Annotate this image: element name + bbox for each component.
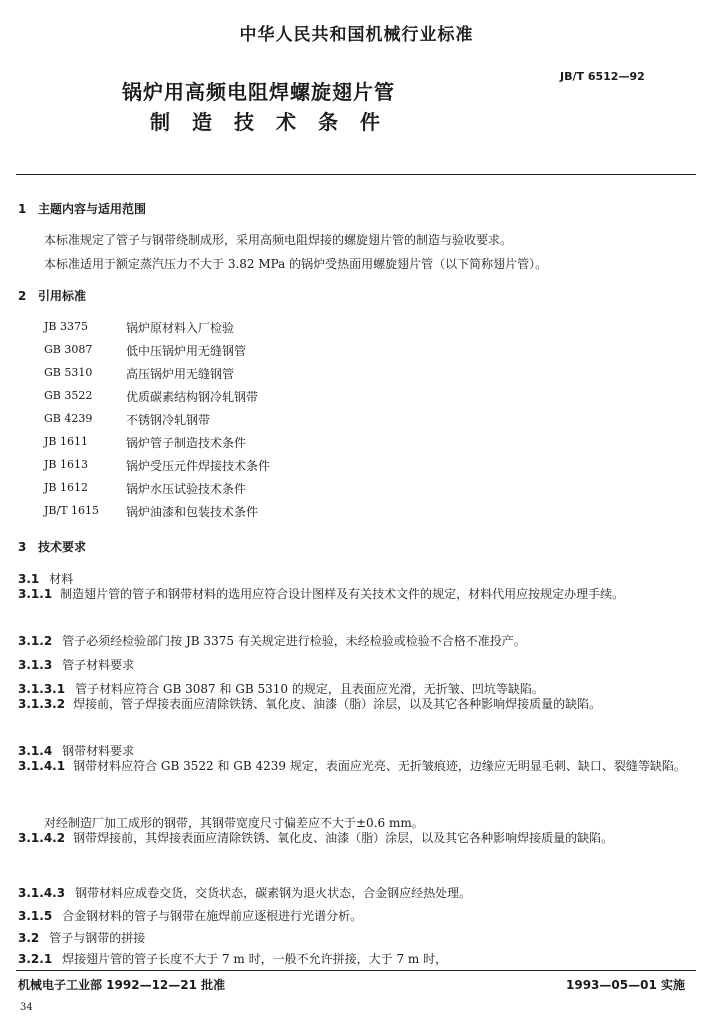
title-line-2: 制造技术条件 <box>150 110 402 134</box>
paragraph: 本标准规定了管子与钢带绕制成形，采用高频电阻焊接的螺旋翅片管的制造与验收要求。 <box>44 233 513 247</box>
clause-text: 管子材料应符合 GB 3087 和 GB 5310 的规定，且表面应光滑，无折皱、凹坑等缺陷。 <box>75 682 544 696</box>
header-rule <box>16 174 696 175</box>
clause-text: 管子与钢带的拼接 <box>49 931 146 945</box>
clause-3-1-3 <box>18 656 134 673</box>
reference-name: 锅炉水压试验技术条件 <box>126 482 247 496</box>
clause-3-1-5 <box>18 907 362 924</box>
clause-text: 钢带材料要求 <box>62 744 135 758</box>
reference-code: JB 1611 <box>44 435 88 448</box>
clause-number: 3.2 <box>18 931 40 945</box>
clause-3-1-4-2 <box>18 826 694 850</box>
reference-code: JB/T 1615 <box>44 504 100 517</box>
clause-text: 钢带焊接前，其焊接表面应清除铁锈、氧化皮、油漆（脂）涂层，以及其它各种影响焊接质量的缺陷。 <box>73 831 614 845</box>
clause-text: 管子材料要求 <box>62 658 135 672</box>
reference-name: 锅炉原材料入厂检验 <box>126 321 235 335</box>
reference-code: JB 1612 <box>44 481 88 494</box>
section-number: 3 <box>18 540 27 554</box>
section-1-heading <box>18 200 146 217</box>
issuing-organization: 中华人民共和国机械行业标准 <box>239 25 474 45</box>
paragraph: 对经制造厂加工成形的钢带，其钢带宽度尺寸偏差应不大于±0.6 mm。 <box>44 816 424 830</box>
reference-code: GB 5310 <box>44 366 93 379</box>
reference-name: 锅炉受压元件焊接技术条件 <box>126 459 271 473</box>
clause-3-1-2 <box>18 632 526 649</box>
section-title: 主题内容与适用范围 <box>38 202 147 216</box>
clause-number: 3.1.4.1 <box>18 759 66 773</box>
reference-name: 不锈钢冷轧钢带 <box>126 413 211 427</box>
section-3-heading <box>18 538 86 555</box>
clause-number: 3.1.4 <box>18 744 53 758</box>
clause-number: 3.1 <box>18 572 40 586</box>
clause-number: 3.1.2 <box>18 634 53 648</box>
section-title: 技术要求 <box>38 540 87 554</box>
clause-3-1-4-1 <box>18 754 694 778</box>
clause-text: 材料 <box>49 572 74 586</box>
clause-text: 管子必须经检验部门按 JB 3375 有关规定进行检验，未经检验或检验不合格不准投产。 <box>62 634 526 648</box>
reference-code: JB 3375 <box>44 320 88 333</box>
reference-name: 锅炉油漆和包装技术条件 <box>126 505 259 519</box>
reference-code: JB 1613 <box>44 458 88 471</box>
page-number: 34 <box>20 1002 33 1013</box>
standard-code: JB/T 6512—92 <box>560 70 645 83</box>
section-2-heading <box>18 287 86 304</box>
section-title: 引用标准 <box>38 289 87 303</box>
clause-text: 制造翅片管的管子和钢带材料的选用应符合设计图样及有关技术文件的规定，材料代用应按规定办理手续。 <box>60 587 625 601</box>
paragraph: 本标准适用于额定蒸汽压力不大于 3.82 MPa 的锅炉受热面用螺旋翅片管（以下简称翅片管）。 <box>44 257 548 271</box>
reference-code: GB 4239 <box>44 412 93 425</box>
clause-number: 3.1.3.2 <box>18 697 66 711</box>
implementation-date: 1993—05—01 实施 <box>566 978 685 992</box>
title-line-1: 锅炉用高频电阻焊螺旋翅片管 <box>122 80 395 104</box>
reference-name: 锅炉管子制造技术条件 <box>126 436 247 450</box>
clause-text: 焊接前，管子焊接表面应清除铁锈、氧化皮、油漆（脂）涂层，以及其它各种影响焊接质量的缺陷。 <box>73 697 602 711</box>
clause-number: 3.1.1 <box>18 587 53 601</box>
reference-code: GB 3087 <box>44 343 93 356</box>
footer-rule <box>16 970 696 971</box>
reference-name: 优质碳素结构钢冷轧钢带 <box>126 390 259 404</box>
clause-number: 3.1.3 <box>18 658 53 672</box>
section-number: 1 <box>18 202 27 216</box>
clause-3-1-4-3 <box>18 884 471 901</box>
reference-code: GB 3522 <box>44 389 93 402</box>
clause-text: 钢带材料应符合 GB 3522 和 GB 4239 规定，表面应光亮、无折皱痕迹，边缘应无明显毛刺、缺口、裂缝等缺陷。 <box>73 759 686 773</box>
clause-text: 合金钢材料的管子与钢带在施焊前应逐根进行光谱分析。 <box>62 909 363 923</box>
clause-number: 3.1.5 <box>18 909 53 923</box>
clause-number: 3.1.4.2 <box>18 831 66 845</box>
reference-name: 高压锅炉用无缝钢管 <box>126 367 235 381</box>
clause-3-2 <box>18 929 145 946</box>
section-number: 2 <box>18 289 27 303</box>
clause-3-1-1 <box>18 582 694 606</box>
clause-text: 焊接翅片管的管子长度不大于 7 m 时，一般不允许拼接，大于 7 m 时， <box>62 952 448 966</box>
clause-number: 3.1.3.1 <box>18 682 66 696</box>
clause-number: 3.2.1 <box>18 952 53 966</box>
clause-text: 钢带材料应成卷交货，交货状态，碳素钢为退火状态，合金钢应经热处理。 <box>75 886 472 900</box>
clause-3-2-1 <box>18 950 447 967</box>
clause-3-1-3-2 <box>18 692 694 716</box>
approval-line: 机械电子工业部 1992—12—21 批准 <box>18 978 226 992</box>
clause-number: 3.1.4.3 <box>18 886 66 900</box>
reference-name: 低中压锅炉用无缝钢管 <box>126 344 247 358</box>
